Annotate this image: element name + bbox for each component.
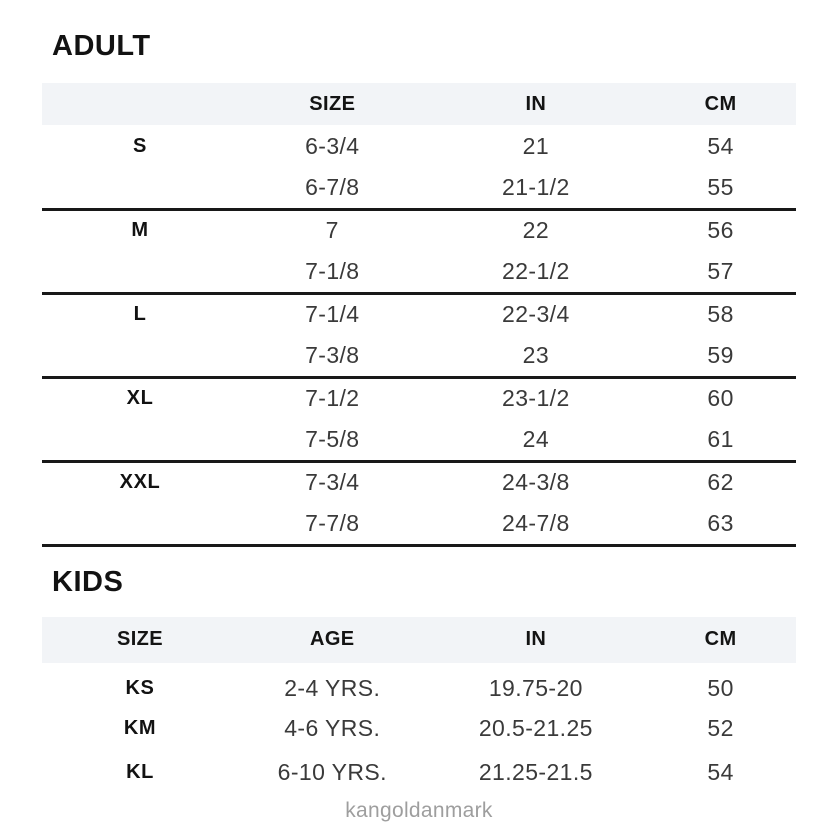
cm-value-cell: 58	[707, 301, 734, 328]
size-label-cell	[42, 167, 238, 209]
cm-value-cell: 56	[707, 217, 734, 244]
kids-size-table	[42, 617, 796, 795]
table-row	[42, 503, 796, 545]
size-group-m	[42, 209, 796, 293]
size-group-l	[42, 293, 796, 377]
size-value-cell: 7-7/8	[305, 509, 360, 536]
in-value-cell: 21-1/2	[502, 173, 570, 200]
in-value-cell: 23	[522, 341, 550, 368]
cm-value-cell: 59	[707, 341, 734, 368]
size-label-cell	[42, 419, 238, 461]
cm-value-cell: 61	[707, 425, 734, 452]
size-label-cell	[42, 503, 238, 545]
size-group-xxl	[42, 461, 796, 545]
size-value-cell: 7-3/8	[305, 341, 360, 368]
adult-size-table	[42, 83, 796, 547]
age-value-cell: 4-6 YRS.	[284, 715, 381, 741]
size-label-cell: M	[131, 219, 149, 242]
size-label-cell: KS	[125, 677, 155, 699]
size-label-cell: L	[133, 303, 147, 326]
cm-value-cell: 54	[707, 132, 734, 159]
age-value-cell: 2-4 YRS.	[284, 675, 381, 701]
size-label-cell: XXL	[119, 471, 161, 494]
size-label-cell: KM	[123, 717, 157, 739]
table-row	[42, 209, 796, 251]
column-header-size: SIZE	[238, 83, 427, 125]
in-value-cell: 24-3/8	[502, 469, 570, 496]
in-value-cell: 20.5-21.25	[478, 715, 593, 741]
size-value-cell: 7-1/4	[305, 301, 360, 328]
column-header-age: AGE	[238, 617, 427, 663]
column-header-size: SIZE	[42, 617, 238, 663]
size-group-xl	[42, 377, 796, 461]
table-row	[42, 125, 796, 167]
in-value-cell: 19.75-20	[488, 675, 583, 701]
size-label-cell: KL	[126, 761, 154, 783]
in-value-cell: 22-1/2	[502, 257, 570, 284]
column-header-cm: CM	[645, 83, 796, 125]
watermark-text: kangoldanmark	[345, 798, 493, 822]
size-value-cell: 7	[325, 217, 339, 244]
size-label-cell: S	[133, 134, 147, 157]
cm-value-cell: 54	[707, 759, 734, 785]
kids-header-row	[42, 617, 796, 663]
size-value-cell: 7-1/8	[305, 257, 360, 284]
in-value-cell: 24-7/8	[502, 509, 570, 536]
size-label-cell: XL	[126, 387, 154, 410]
table-row	[42, 335, 796, 377]
size-group-s	[42, 125, 796, 209]
column-header-in: IN	[427, 83, 646, 125]
size-value-cell: 7-1/2	[305, 385, 360, 412]
table-row	[42, 461, 796, 503]
size-value-cell: 7-5/8	[305, 425, 360, 452]
column-header-cm: CM	[645, 617, 796, 663]
cm-value-cell: 63	[707, 509, 734, 536]
cm-value-cell: 50	[707, 675, 734, 701]
table-row	[42, 751, 796, 795]
in-value-cell: 23-1/2	[502, 385, 570, 412]
adult-header-row	[42, 83, 796, 125]
size-value-cell: 6-7/8	[305, 173, 360, 200]
cm-value-cell: 55	[707, 173, 734, 200]
in-value-cell: 21	[522, 132, 550, 159]
table-row	[42, 377, 796, 419]
in-value-cell: 22-3/4	[502, 301, 570, 328]
size-label-cell	[42, 335, 238, 377]
table-row	[42, 167, 796, 209]
cm-value-cell: 62	[707, 469, 734, 496]
in-value-cell: 22	[522, 217, 550, 244]
cm-value-cell: 52	[707, 715, 734, 741]
size-value-cell: 7-3/4	[305, 469, 360, 496]
size-label-cell	[42, 251, 238, 293]
in-value-cell: 21.25-21.5	[478, 759, 593, 785]
table-row	[42, 663, 796, 707]
in-value-cell: 24	[522, 425, 550, 452]
age-value-cell: 6-10 YRS.	[277, 759, 387, 785]
table-row	[42, 419, 796, 461]
adult-section-title: ADULT	[52, 30, 151, 62]
table-row	[42, 707, 796, 751]
kids-section-title: KIDS	[52, 565, 124, 598]
size-value-cell: 6-3/4	[305, 132, 360, 159]
cm-value-cell: 57	[707, 257, 734, 284]
column-header-in: IN	[427, 617, 646, 663]
cm-value-cell: 60	[707, 385, 734, 412]
table-row	[42, 251, 796, 293]
column-header-blank	[42, 83, 238, 125]
table-row	[42, 293, 796, 335]
